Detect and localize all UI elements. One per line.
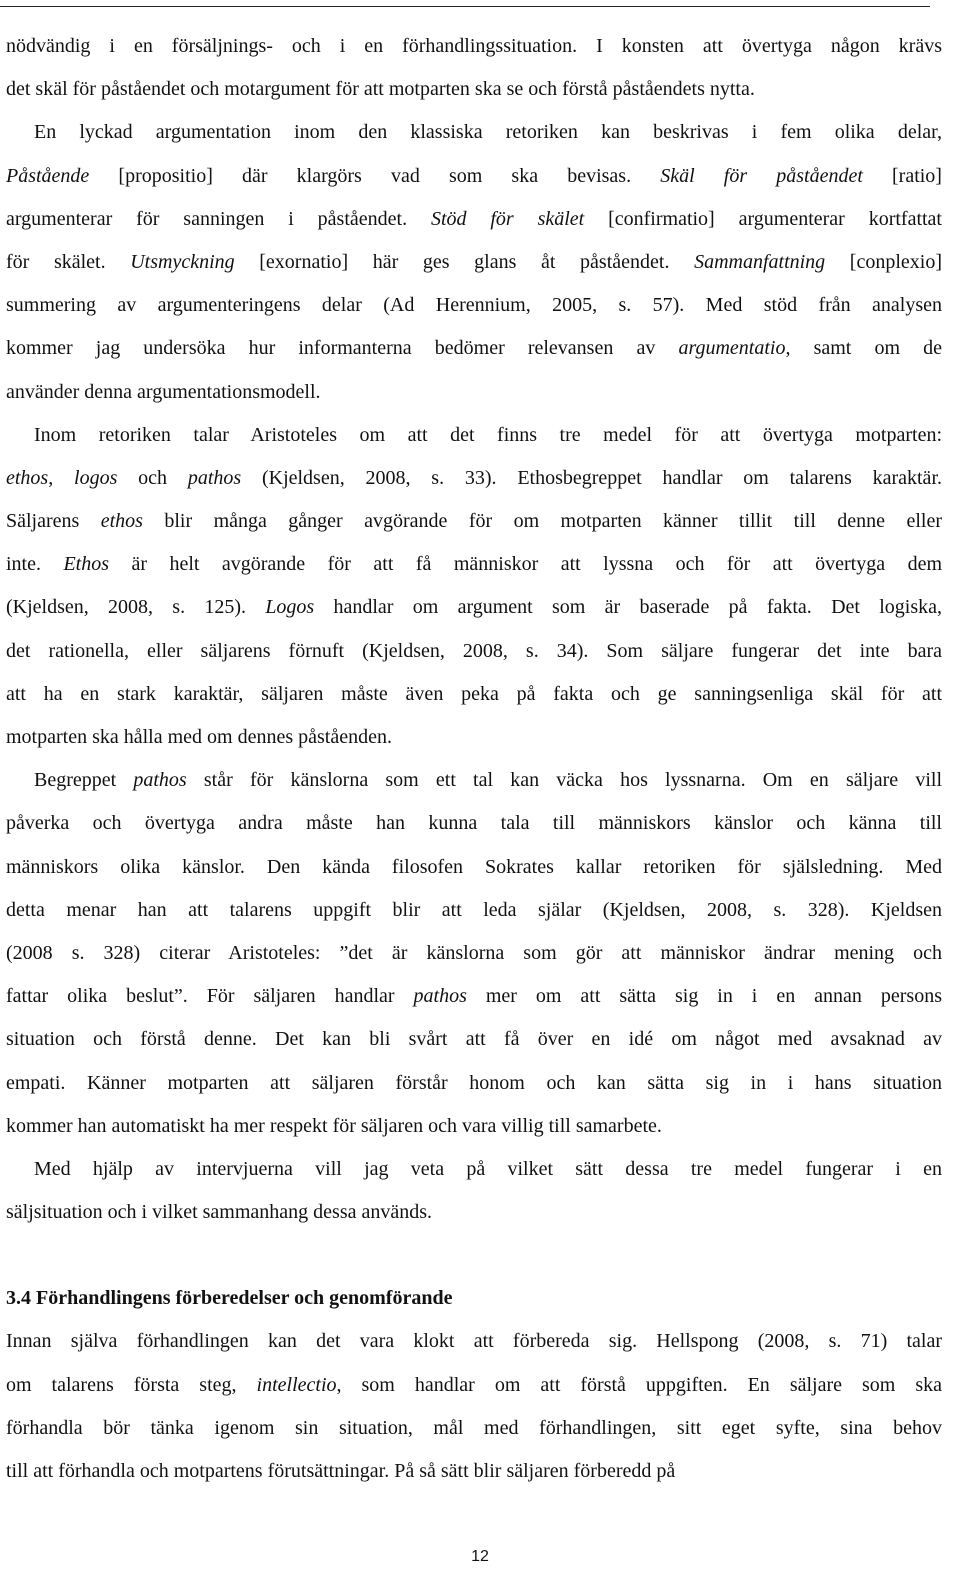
- text-run: ,: [48, 466, 75, 489]
- italic-term: Påstående: [6, 164, 90, 187]
- text-run: empati. Känner motparten att säljaren förstår honom och kan sätta sig in i hans situation: [6, 1071, 942, 1094]
- text-line: [6, 457, 942, 500]
- paragraph-1: [6, 25, 942, 111]
- text-run: fattar olika beslut”. För säljaren handlar: [6, 985, 414, 1008]
- text-line: [6, 759, 942, 802]
- text-line: [6, 630, 942, 673]
- text-run: till att förhandla och motpartens förutsättningar. På så sätt blir säljaren förberedd på: [6, 1460, 676, 1482]
- page-number: 12: [471, 1548, 489, 1565]
- text-line: [6, 716, 942, 759]
- text-run: är helt avgörande för att få människor att lyssna och för att övertyga dem: [109, 553, 942, 576]
- text-line: [6, 1018, 942, 1061]
- text-line: [6, 284, 942, 327]
- italic-term: pathos: [187, 466, 242, 489]
- italic-term: logos: [74, 466, 118, 489]
- text-line: [6, 846, 942, 889]
- text-run: och: [117, 466, 188, 489]
- text-run: att ha en stark karaktär, säljaren måste även peka på fakta och ge sanningsenliga skäl för att: [6, 682, 942, 705]
- italic-term: Skäl för påståendet: [660, 164, 863, 187]
- text-run: , som handlar om att förstå uppgiften. En säljare som ska: [336, 1373, 942, 1396]
- text-run: handlar om argument som är baserade på fakta. Det logiska,: [314, 596, 942, 619]
- text-line: [6, 543, 942, 586]
- text-run: kommer han automatiskt ha mer respekt för säljaren och vara villig till samarbete.: [6, 1114, 662, 1137]
- italic-term: Sammanfattning: [694, 250, 826, 273]
- text-run: [exornatio] här ges glans åt påståendet.: [234, 250, 695, 273]
- text-run: summering av argumenteringens delar (Ad Herennium, 2005, s. 57). Med stöd från analysen: [6, 294, 942, 317]
- text-line: [6, 932, 942, 975]
- italic-term: ethos: [100, 510, 143, 533]
- text-line: [6, 673, 942, 716]
- text-line: [6, 586, 942, 629]
- text-line: [6, 111, 942, 154]
- italic-term: pathos: [133, 769, 187, 792]
- text-run: , samt om de: [785, 337, 942, 360]
- text-run: [confirmatio] argumenterar kortfattat: [584, 207, 942, 230]
- text-line: [6, 371, 942, 414]
- text-run: (Kjeldsen, 2008, s. 125).: [6, 596, 266, 619]
- header-rule: [0, 6, 930, 7]
- text-run: säljsituation och i vilket sammanhang dessa används.: [6, 1201, 433, 1224]
- text-run: blir många gånger avgörande för om motparten känner tillit till denne eller: [142, 510, 942, 533]
- text-run: det skäl för påståendet och motargument för att motparten ska se och förstå påståendets nytta.: [6, 78, 755, 101]
- italic-term: Ethos: [63, 553, 110, 576]
- text-run: inte.: [6, 553, 64, 576]
- text-line: [6, 1105, 942, 1148]
- italic-term: ethos: [6, 466, 49, 489]
- paragraph-2: [6, 111, 942, 413]
- text-run: [ratio]: [862, 164, 942, 187]
- text-run: förhandla bör tänka igenom sin situation, mål med förhandlingen, sitt eget syfte, sina behov: [6, 1416, 942, 1439]
- text-run: [propositio] där klargörs vad som ska bevisas.: [89, 164, 661, 187]
- text-run: Med hjälp av intervjuerna vill jag veta på vilket sätt dessa tre medel fungerar i en: [34, 1157, 942, 1180]
- text-run: situation och förstå denne. Det kan bli svårt att få över en idé om något med avsaknad av: [6, 1028, 942, 1051]
- section-paragraph: [6, 1320, 942, 1493]
- text-run: detta menar han att talarens uppgift blir att leda själar (Kjeldsen, 2008, s. 328). Kjeldsen: [6, 898, 942, 921]
- italic-term: pathos: [413, 985, 467, 1008]
- text-line: [6, 414, 942, 457]
- text-run: om talarens första steg,: [6, 1373, 257, 1396]
- text-line: [6, 1062, 942, 1105]
- text-run: står för känslorna som ett tal kan väcka hos lyssnarna. Om en säljare vill: [186, 769, 942, 792]
- italic-term: argumentatio: [678, 337, 786, 360]
- text-run: En lyckad argumentation inom den klassiska retoriken kan beskrivas i fem olika delar,: [34, 121, 942, 144]
- text-line: [6, 1450, 942, 1493]
- paragraph-3: [6, 414, 942, 760]
- italic-term: Stöd för skälet: [430, 207, 585, 230]
- text-run: Begreppet: [34, 769, 134, 792]
- document-body: [6, 25, 942, 1493]
- text-line: [6, 1320, 942, 1363]
- text-line: [6, 155, 942, 198]
- text-line: [6, 500, 942, 543]
- text-line: [6, 802, 942, 845]
- paragraph-4: [6, 759, 942, 1148]
- text-line: [6, 327, 942, 370]
- section-heading: 3.4 Förhandlingens förberedelser och genomförande: [6, 1287, 453, 1310]
- text-run: Inom retoriken talar Aristoteles om att det finns tre medel för att övertyga motparten:: [34, 423, 942, 446]
- section-gap: [6, 1234, 942, 1277]
- text-line: [6, 889, 942, 932]
- text-run: påverka och övertyga andra måste han kunna tala till människors känslor och känna till: [6, 812, 942, 835]
- italic-term: Utsmyckning: [130, 250, 235, 273]
- text-line: [6, 198, 942, 241]
- text-line: [6, 1407, 942, 1450]
- paragraph-5: [6, 1148, 942, 1234]
- text-run: för skälet.: [6, 250, 131, 273]
- text-line: [6, 25, 942, 68]
- text-run: kommer jag undersöka hur informanterna bedömer relevansen av: [6, 337, 679, 360]
- text-run: argumenterar för sanningen i påståendet.: [6, 207, 431, 230]
- text-line: [6, 241, 942, 284]
- text-run: Säljarens: [6, 510, 101, 533]
- text-run: (Kjeldsen, 2008, s. 33). Ethosbegreppet handlar om talarens karaktär.: [241, 466, 942, 489]
- text-run: (2008 s. 328) citerar Aristoteles: ”det är känslorna som gör att människor ändrar mening och: [6, 941, 942, 964]
- text-run: Innan själva förhandlingen kan det vara klokt att förbereda sig. Hellspong (2008, s. 71) talar: [6, 1330, 942, 1353]
- text-line: [6, 975, 942, 1018]
- text-run: nödvändig i en försäljnings- och i en förhandlingssituation. I konsten att övertyga någon krävs: [6, 35, 942, 57]
- text-line: [6, 68, 942, 111]
- text-run: [conplexio]: [825, 250, 942, 273]
- text-run: det rationella, eller säljarens förnuft (Kjeldsen, 2008, s. 34). Som säljare fungerar det inte bara: [6, 639, 942, 662]
- text-run: mer om att sätta sig in i en annan persons: [466, 985, 942, 1008]
- text-line: [6, 1191, 942, 1234]
- italic-term: intellectio: [256, 1373, 337, 1396]
- text-run: människors olika känslor. Den kända filosofen Sokrates kallar retoriken för själsledning. Med: [6, 855, 942, 878]
- text-run: använder denna argumentationsmodell.: [6, 380, 321, 403]
- text-line: [6, 1148, 942, 1191]
- text-line: [6, 1364, 942, 1407]
- italic-term: Logos: [265, 596, 315, 619]
- text-run: motparten ska hålla med om dennes påståenden.: [6, 726, 392, 748]
